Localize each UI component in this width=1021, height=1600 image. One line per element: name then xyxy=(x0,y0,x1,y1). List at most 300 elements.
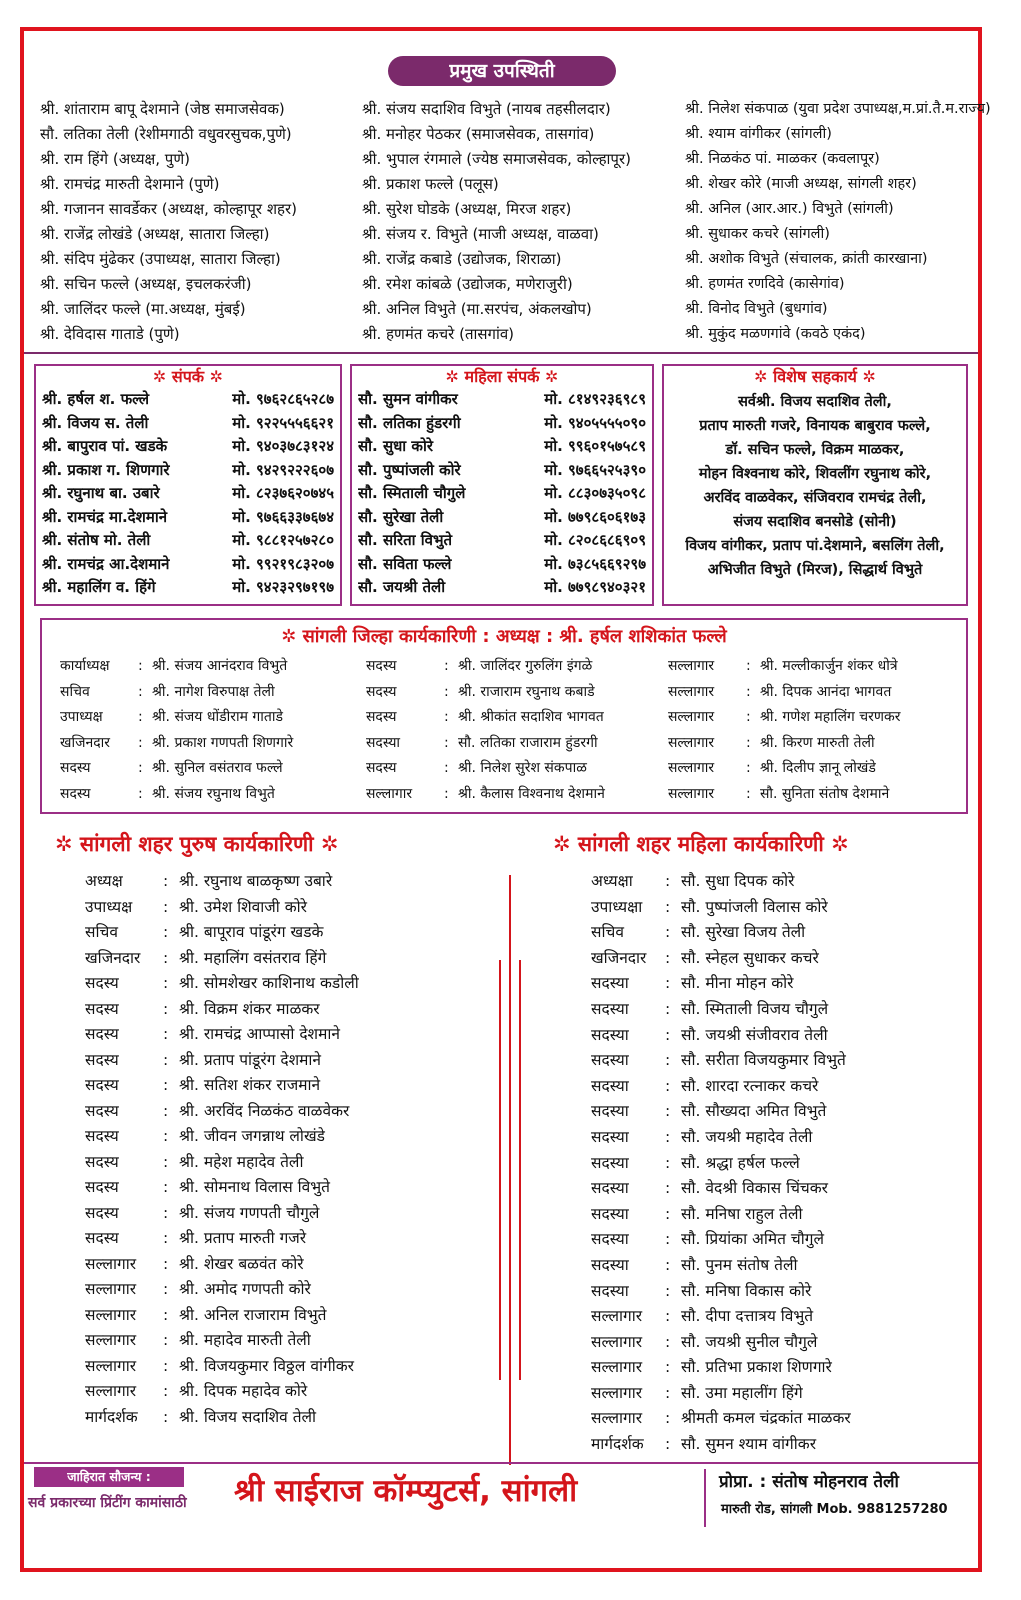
member-role: उपाध्यक्ष xyxy=(85,897,133,916)
mahila-member-row xyxy=(591,895,971,921)
colon: : xyxy=(163,1254,169,1273)
jilha-member-row xyxy=(60,680,366,706)
member-role: सदस्या xyxy=(591,1153,629,1172)
contact-name: श्री. संतोष मो. तेली xyxy=(42,531,151,549)
member-name: सौ. लतिका राजाराम हुंडरगी xyxy=(457,734,598,751)
jilha-member-row xyxy=(366,731,668,757)
member-role: सदस्या xyxy=(591,1076,629,1095)
member-role: उपाध्यक्ष xyxy=(60,709,103,725)
member-name: श्री. प्रताप पांडूरंग देशमाने xyxy=(179,1050,322,1069)
colon: : xyxy=(163,1356,169,1375)
member-role: सदस्य xyxy=(85,1025,119,1043)
divider xyxy=(24,352,978,354)
colon: : xyxy=(163,1178,169,1196)
colon: : xyxy=(665,1230,671,1249)
colon: : xyxy=(163,1331,169,1349)
colon: : xyxy=(665,1076,671,1095)
colon: : xyxy=(665,999,671,1018)
upasthiti-person: श्री. संदिप मुंढेकर (उपाध्यक्ष, सातारा जिल्हा) xyxy=(40,250,281,268)
upasthiti-person: श्री. श्याम वांगीकर (सांगली) xyxy=(685,126,832,142)
member-role: अध्यक्ष xyxy=(85,872,123,890)
mahila-member-row xyxy=(591,1048,971,1074)
member-role: सल्लागार xyxy=(591,1358,643,1377)
contact-mobile: मो. ९४२३२९७१९७ xyxy=(232,578,334,596)
member-name: श्री. उमेश शिवाजी कोरे xyxy=(179,897,307,916)
member-role: सचिव xyxy=(85,923,118,941)
contact-name: श्री. हर्षल श. फल्ले xyxy=(42,390,150,408)
member-role: सचिव xyxy=(60,683,90,700)
upasthiti-person: श्री. राम हिंगे (अध्यक्ष, पुणे) xyxy=(40,150,191,168)
contact-mobile: मो. ८२०८६८६९०९ xyxy=(544,531,646,549)
jilha-member-row xyxy=(60,782,366,808)
member-role: सदस्य xyxy=(85,999,119,1018)
member-role: सल्लागार xyxy=(85,1331,137,1349)
jilha-member-row xyxy=(366,756,668,782)
member-role: मार्गदर्शक xyxy=(85,1407,138,1426)
upasthiti-person: श्री. मुकुंद मळणगांवे (कवठे एकंद) xyxy=(685,326,866,342)
colon: : xyxy=(665,1358,671,1377)
upasthiti-person: श्री. जालिंदर फल्ले (मा.अध्यक्ष, मुंबई) xyxy=(40,300,246,318)
member-role: सल्लागार xyxy=(591,1307,643,1326)
contact-mobile: मो. ९९२१९८३२०७ xyxy=(232,554,334,573)
colon: : xyxy=(665,1179,671,1198)
member-role: सदस्या xyxy=(591,1127,629,1146)
contact-mobile: मो. ९७६२८६५२८७ xyxy=(232,390,334,408)
member-role: मार्गदर्शक xyxy=(591,1435,644,1454)
mahila-member-row xyxy=(591,1227,971,1253)
sahakarya-line: संजय सदाशिव बनसोडे (सोनी) xyxy=(733,514,897,530)
colon: : xyxy=(745,734,751,751)
mahila-member-row xyxy=(591,920,971,946)
colon: : xyxy=(665,1307,671,1326)
footer-vline xyxy=(704,1469,706,1527)
contact-row xyxy=(358,576,646,600)
mahila-member-row xyxy=(591,1355,971,1381)
contact-row xyxy=(42,529,334,553)
contact-row xyxy=(42,482,334,506)
member-role: सदस्य xyxy=(60,760,91,776)
sampark-title: ✲ संपर्क ✲ xyxy=(152,367,224,386)
colon: : xyxy=(163,872,169,890)
contact-row xyxy=(358,412,646,436)
colon: : xyxy=(163,999,169,1018)
upasthiti-person: श्री. शेखर कोरे (माजी अध्यक्ष, सांगली शहर) xyxy=(685,176,917,192)
contact-row xyxy=(358,553,646,577)
jilha-member-row xyxy=(668,782,966,808)
contact-name: सौ. सरिता विभुते xyxy=(358,531,453,549)
jilha-member-row xyxy=(60,705,366,731)
pramukh-upasthiti-title: प्रमुख उपस्थिती xyxy=(388,56,616,86)
contact-row xyxy=(42,388,334,412)
colon: : xyxy=(163,1050,169,1069)
contact-row xyxy=(358,388,646,412)
member-role: सदस्या xyxy=(591,1025,629,1044)
purush-member-row xyxy=(85,1226,485,1252)
colon: : xyxy=(665,897,671,916)
member-role: सदस्या xyxy=(591,1281,629,1300)
member-name: सौ. दीपा दत्तात्रय विभुते xyxy=(681,1307,814,1326)
member-role: सदस्य xyxy=(85,1229,119,1247)
member-name: सौ. मीना मोहन कोरे xyxy=(681,974,794,993)
colon: : xyxy=(443,785,449,802)
colon: : xyxy=(163,1407,169,1426)
colon: : xyxy=(163,1152,169,1171)
colon: : xyxy=(665,1127,671,1146)
purush-member-row xyxy=(85,971,485,997)
colon: : xyxy=(665,1153,671,1172)
member-role: सदस्य xyxy=(85,1076,119,1094)
contact-row xyxy=(42,412,334,436)
center-line xyxy=(509,875,511,1465)
contact-mobile: मो. ८८३०७३५०९८ xyxy=(544,484,646,502)
colon: : xyxy=(163,974,169,992)
member-name: श्री. महादेव मारुती तेली xyxy=(179,1331,311,1349)
mahila-member-row xyxy=(591,1099,971,1125)
member-role: सल्लागार xyxy=(85,1254,137,1273)
member-name: सौ. जयश्री संजीवराव तेली xyxy=(681,1025,828,1044)
member-name: श्री. बापूराव पांडूरंग खडके xyxy=(179,923,324,941)
sahakarya-line: डॉ. सचिन फल्ले, विक्रम माळकर, xyxy=(725,442,905,458)
member-name: सौ. सुमन श्याम वांगीकर xyxy=(681,1435,817,1454)
colon: : xyxy=(665,1281,671,1300)
contact-name: श्री. महालिंग व. हिंगे xyxy=(42,578,156,596)
mahila-member-row xyxy=(591,1432,971,1458)
jilha-member-row xyxy=(668,680,966,706)
member-role: सदस्य xyxy=(85,1050,119,1069)
contact-name: सौ. सुमन वांगीकर xyxy=(358,390,458,408)
member-name: श्री. दिलीप ज्ञानू लोखंडे xyxy=(759,760,876,776)
member-name: सौ. मनिषा विकास कोरे xyxy=(681,1281,812,1300)
member-name: सौ. श्रद्धा हर्षल फल्ले xyxy=(681,1153,800,1172)
member-role: सल्लागार xyxy=(667,709,715,725)
upasthiti-person: श्री. संजय र. विभुते (माजी अध्यक्ष, वाळवा) xyxy=(362,225,599,243)
jilha-karyakarini-box xyxy=(40,618,968,814)
jilha-member-row xyxy=(668,705,966,731)
member-name: श्री. सोमशेखर काशिनाथ कडोली xyxy=(179,974,359,992)
member-role: सदस्या xyxy=(591,1204,629,1223)
member-name: श्री. श्रीकांत सदाशिव भागवत xyxy=(457,709,604,725)
member-role: सदस्य xyxy=(85,974,119,992)
member-role: सल्लागार xyxy=(667,785,715,802)
member-name: सौ. स्मिताली विजय चौगुले xyxy=(681,999,829,1018)
colon: : xyxy=(665,923,671,942)
contact-name: सौ. सुरेखा तेली xyxy=(358,507,444,526)
member-role: खजिनदार xyxy=(85,948,141,967)
member-role: उपाध्यक्षा xyxy=(591,897,643,916)
member-name: सौ. मनिषा राहुल तेली xyxy=(681,1204,803,1223)
mahila-member-row xyxy=(591,1406,971,1432)
colon: : xyxy=(163,1382,169,1400)
member-role: सल्लागार xyxy=(667,734,715,751)
contact-mobile: मो. ९४०५५५५०९० xyxy=(544,413,646,432)
member-name: श्री. जीवन जगन्नाथ लोखंडे xyxy=(179,1127,325,1145)
mahila-member-row xyxy=(591,1125,971,1151)
member-role: सदस्य xyxy=(365,683,397,700)
purush-member-row xyxy=(85,1099,485,1125)
contact-mobile: मो. ९४०३७८३१२४ xyxy=(232,437,334,455)
colon: : xyxy=(163,1076,169,1094)
member-role: खजिनदार xyxy=(591,948,647,967)
member-name: सौ. शारदा रत्नाकर कचरे xyxy=(681,1076,819,1095)
colon: : xyxy=(745,658,751,674)
member-name: श्री. दिपक आनंदा भागवत xyxy=(759,683,892,700)
sahakarya-line: प्रताप मारुती गजरे, विनायक बाबुराव फल्ले, xyxy=(699,418,931,434)
member-name: श्री. शेखर बळवंत कोरे xyxy=(179,1254,304,1273)
member-role: सल्लागार xyxy=(667,683,715,700)
colon: : xyxy=(163,1025,169,1043)
upasthiti-person: श्री. सुधाकर कचरे (सांगली) xyxy=(685,226,830,242)
member-name: श्री. अनिल राजाराम विभुते xyxy=(179,1305,327,1324)
mahila-list xyxy=(591,869,971,1458)
contact-name: श्री. विजय स. तेली xyxy=(42,413,149,432)
shop-name: श्री साईराज कॉम्प्युटर्स, सांगली xyxy=(234,1473,578,1509)
proprietor: प्रोप्रा. : संतोष मोहनराव तेली xyxy=(719,1472,899,1492)
colon: : xyxy=(443,683,449,700)
member-name: श्री. सतिश शंकर राजमाने xyxy=(179,1076,321,1094)
mahila-member-row xyxy=(591,1023,971,1049)
upasthiti-person: श्री. अशोक विभुते (संचालक, क्रांती कारखाना) xyxy=(685,251,928,267)
shop-address: मारुती रोड, सांगली Mob. 9881257280 xyxy=(721,1502,948,1517)
jilha-member-row xyxy=(366,680,668,706)
jilha-member-row xyxy=(668,654,966,680)
member-role: सल्लागार xyxy=(85,1305,137,1324)
mahila-karyakarini-title: ✲ सांगली शहर महिला कार्यकारिणी ✲ xyxy=(553,832,849,856)
member-name: श्रीमती कमल चंद्रकांत माळकर xyxy=(681,1409,851,1428)
colon: : xyxy=(745,683,751,700)
colon: : xyxy=(665,1383,671,1402)
purush-member-row xyxy=(85,1277,485,1303)
member-role: कार्याध्यक्ष xyxy=(60,658,110,674)
mahila-member-row xyxy=(591,1304,971,1330)
purush-member-row xyxy=(85,1405,485,1431)
purush-member-row xyxy=(85,1150,485,1176)
member-role: सल्लागार xyxy=(85,1280,137,1298)
member-name: श्री. राजाराम रघुनाथ कबाडे xyxy=(457,683,595,700)
jilha-title: ✲ सांगली जिल्हा कार्यकारिणी : अध्यक्ष : श्री. हर्षल शशिकांत फल्ले xyxy=(281,626,727,647)
member-name: श्री. अरविंद निळकंठ वाळवेकर xyxy=(179,1101,350,1120)
purush-member-row xyxy=(85,1303,485,1329)
member-name: श्री. संजय रघुनाथ विभुते xyxy=(152,785,275,802)
colon: : xyxy=(138,760,143,776)
colon: : xyxy=(745,785,751,802)
mahila-member-row xyxy=(591,1330,971,1356)
upasthiti-person: श्री. रमेश कांबळे (उद्योजक, मणेराजुरी) xyxy=(362,275,573,293)
upasthiti-column-1 xyxy=(40,97,360,347)
upasthiti-person: श्री. राजेंद्र लोखंडे (अध्यक्ष, सातारा जिल्हा) xyxy=(40,225,270,243)
member-role: सदस्य xyxy=(365,658,397,674)
colon: : xyxy=(665,1025,671,1044)
member-name: श्री. संजय धोंडीराम गाताडे xyxy=(152,709,283,725)
colon: : xyxy=(665,1435,671,1454)
colon: : xyxy=(665,1102,671,1121)
member-role: सदस्य xyxy=(60,785,91,802)
colon: : xyxy=(163,1127,169,1145)
member-name: सौ. पुनम संतोष तेली xyxy=(681,1255,798,1274)
member-role: सदस्या xyxy=(591,1179,629,1198)
mahila-sampark-title: ✲ महिला संपर्क ✲ xyxy=(445,367,559,386)
mahila-member-row xyxy=(591,1176,971,1202)
member-name: श्री. महेश महादेव तेली xyxy=(179,1152,304,1171)
sahakarya-line: अरविंद वाळवेकर, संजिवराव रामचंद्र तेली, xyxy=(703,490,927,506)
contact-name: सौ. जयश्री तेली xyxy=(358,578,446,596)
upasthiti-person: श्री. विनोद विभुते (बुधगांव) xyxy=(685,301,828,317)
colon: : xyxy=(163,1305,169,1324)
upasthiti-person: श्री. हणमंत कचरे (तासगांव) xyxy=(362,325,515,343)
member-name: सौ. जयश्री सुनील चौगुले xyxy=(681,1332,818,1351)
member-role: सचिव xyxy=(591,923,624,942)
mahila-member-row xyxy=(591,971,971,997)
jilha-member-row xyxy=(366,654,668,680)
contact-mobile: मो. ९७६६५२५३९० xyxy=(544,460,646,479)
contact-name: श्री. रघुनाथ बा. उबारे xyxy=(42,484,160,502)
contact-row xyxy=(42,506,334,530)
ad-label: जाहिरात सौजन्य : xyxy=(34,1467,184,1487)
purush-member-row xyxy=(85,1175,485,1201)
colon: : xyxy=(163,897,169,916)
contact-row xyxy=(358,529,646,553)
member-name: श्री. किरण मारुती तेली xyxy=(759,734,875,751)
upasthiti-person: श्री. देविदास गाताडे (पुणे) xyxy=(40,325,180,343)
member-name: श्री. अमोद गणपती कोरे xyxy=(179,1280,311,1298)
upasthiti-person: श्री. राजेंद्र कबाडे (उद्योजक, शिराळा) xyxy=(362,250,562,268)
member-name: श्री. जालिंदर गुरुलिंग इंगळे xyxy=(457,658,593,674)
jilha-member-row xyxy=(60,731,366,757)
member-name: श्री. विक्रम शंकर माळकर xyxy=(179,999,320,1018)
colon: : xyxy=(163,1280,169,1298)
member-role: सल्लागार xyxy=(591,1383,643,1402)
colon: : xyxy=(665,1051,671,1070)
contact-name: सौ. सविता फल्ले xyxy=(358,554,452,573)
contact-name: श्री. प्रकाश ग. शिणगारे xyxy=(42,460,170,479)
contact-row xyxy=(42,459,334,483)
upasthiti-person: श्री. भुपाल रंगमाले (ज्येष्ठ समाजसेवक, कोल्हापूर) xyxy=(362,150,631,168)
member-role: सदस्य xyxy=(85,1127,119,1145)
upasthiti-person: श्री. अनिल विभुते (मा.सरपंच, अंकलखोप) xyxy=(362,300,592,318)
member-role: सल्लागार xyxy=(365,785,413,802)
colon: : xyxy=(745,709,751,725)
center-line xyxy=(499,960,501,1380)
member-name: सौ. वेदश्री विकास चिंचकर xyxy=(681,1179,829,1198)
member-role: सल्लागार xyxy=(667,760,715,776)
contact-mobile: मो. ९४२९२२२६०७ xyxy=(232,460,334,479)
purush-member-row xyxy=(85,920,485,946)
jilha-member-row xyxy=(366,705,668,731)
purush-member-row xyxy=(85,1252,485,1278)
mahila-sampark-box xyxy=(350,364,654,606)
member-name: श्री. रामचंद्र आप्पासो देशमाने xyxy=(179,1025,340,1043)
member-name: सौ. उमा महालींग हिंगे xyxy=(681,1383,803,1402)
colon: : xyxy=(665,1255,671,1274)
member-name: सौ. स्नेहल सुधाकर कचरे xyxy=(681,948,819,967)
contact-mobile: मो. ९९६०१५७५८९ xyxy=(544,437,646,455)
colon: : xyxy=(163,1203,169,1222)
member-role: सदस्य xyxy=(85,1203,119,1222)
upasthiti-person: श्री. अनिल (आर.आर.) विभुते (सांगली) xyxy=(685,201,894,217)
mahila-member-row xyxy=(591,1202,971,1228)
member-role: सदस्य xyxy=(85,1101,119,1120)
member-role: सदस्य xyxy=(365,709,397,725)
member-role: सल्लागार xyxy=(85,1356,137,1375)
colon: : xyxy=(665,1332,671,1351)
colon: : xyxy=(163,923,169,941)
contact-mobile: मो. ७७९८६०६१७३ xyxy=(544,507,646,526)
contact-row xyxy=(358,435,646,459)
colon: : xyxy=(665,872,671,890)
member-role: सदस्य xyxy=(85,1178,119,1196)
member-role: अध्यक्षा xyxy=(591,872,633,890)
contact-name: श्री. बापुराव पां. खडके xyxy=(42,437,168,455)
purush-member-row xyxy=(85,1328,485,1354)
member-name: श्री. विजय सदाशिव तेली xyxy=(179,1407,317,1426)
sampark-box xyxy=(34,364,342,606)
upasthiti-person: श्री. निळकंठ पां. माळकर (कवलापूर) xyxy=(685,151,880,167)
member-role: सदस्या xyxy=(591,1255,629,1274)
mahila-member-row xyxy=(591,946,971,972)
contact-mobile: मो. ८२३७६२०७४५ xyxy=(232,484,334,502)
upasthiti-person: श्री. हणमंत रणदिवे (कासेगांव) xyxy=(685,276,845,292)
member-role: सदस्या xyxy=(591,974,629,993)
member-name: श्री. रघुनाथ बाळकृष्ण उबारे xyxy=(179,872,333,890)
jilha-member-row xyxy=(668,731,966,757)
upasthiti-column-2 xyxy=(362,97,682,347)
member-role: सदस्या xyxy=(365,734,401,751)
contact-row xyxy=(42,435,334,459)
purush-member-row xyxy=(85,1354,485,1380)
vishesh-sahakarya-box xyxy=(662,364,968,606)
mahila-member-row xyxy=(591,869,971,895)
sahakarya-line: सर्वश्री. विजय सदाशिव तेली, xyxy=(738,394,892,410)
purush-karyakarini-title: ✲ सांगली शहर पुरुष कार्यकारिणी ✲ xyxy=(55,832,339,856)
colon: : xyxy=(138,734,143,751)
purush-member-row xyxy=(85,1048,485,1074)
contact-name: सौ. सुधा कोरे xyxy=(358,437,433,455)
upasthiti-person: श्री. निलेश संकपाळ (युवा प्रदेश उपाध्यक्ष,म.प्रां.तै.म.राज्य) xyxy=(685,101,991,117)
jilha-member-row xyxy=(60,756,366,782)
colon: : xyxy=(745,760,751,776)
contact-name: श्री. रामचंद्र मा.देशमाने xyxy=(42,507,168,526)
contact-mobile: मो. ९२२५५५६६२१ xyxy=(232,413,334,432)
contact-row xyxy=(42,576,334,600)
footer-divider xyxy=(24,1462,978,1464)
member-name: श्री. सुनिल वसंतराव फल्ले xyxy=(152,760,283,776)
ad-subtext: सर्व प्रकारच्या प्रिंटींग कामांसाठी xyxy=(28,1495,187,1511)
mahila-member-row xyxy=(591,1381,971,1407)
mahila-member-row xyxy=(591,1253,971,1279)
upasthiti-person: श्री. शांताराम बापू देशमाने (जेष्ठ समाजसेवक) xyxy=(40,100,285,118)
colon: : xyxy=(665,948,671,967)
mahila-member-row xyxy=(591,1151,971,1177)
member-role: सल्लागार xyxy=(667,658,715,674)
upasthiti-column-3 xyxy=(685,97,991,347)
contact-mobile: मो. ७७९८९४०३२१ xyxy=(544,578,646,596)
member-role: सदस्या xyxy=(591,1102,629,1121)
sahakarya-line: मोहन विश्वनाथ कोरे, शिवलींग रघुनाथ कोरे, xyxy=(698,466,932,482)
member-name: श्री. गणेश महालिंग चरणकर xyxy=(759,709,901,725)
member-role: सदस्य xyxy=(85,1152,119,1171)
contact-row xyxy=(358,459,646,483)
member-name: श्री. प्रताप मारुती गजरे xyxy=(179,1229,307,1247)
member-role: सल्लागार xyxy=(591,1332,643,1351)
jilha-member-row xyxy=(60,654,366,680)
purush-member-row xyxy=(85,1379,485,1405)
colon: : xyxy=(443,709,449,725)
contact-name: श्री. रामचंद्र आ.देशमाने xyxy=(42,554,170,573)
footer-advertisement xyxy=(24,1465,978,1531)
sahakarya-line: अभिजीत विभुते (मिरज), सिद्धार्थ विभुते xyxy=(707,562,923,578)
upasthiti-person: श्री. प्रकाश फल्ले (पलूस) xyxy=(362,175,499,193)
colon: : xyxy=(163,1101,169,1120)
purush-member-row xyxy=(85,869,485,895)
